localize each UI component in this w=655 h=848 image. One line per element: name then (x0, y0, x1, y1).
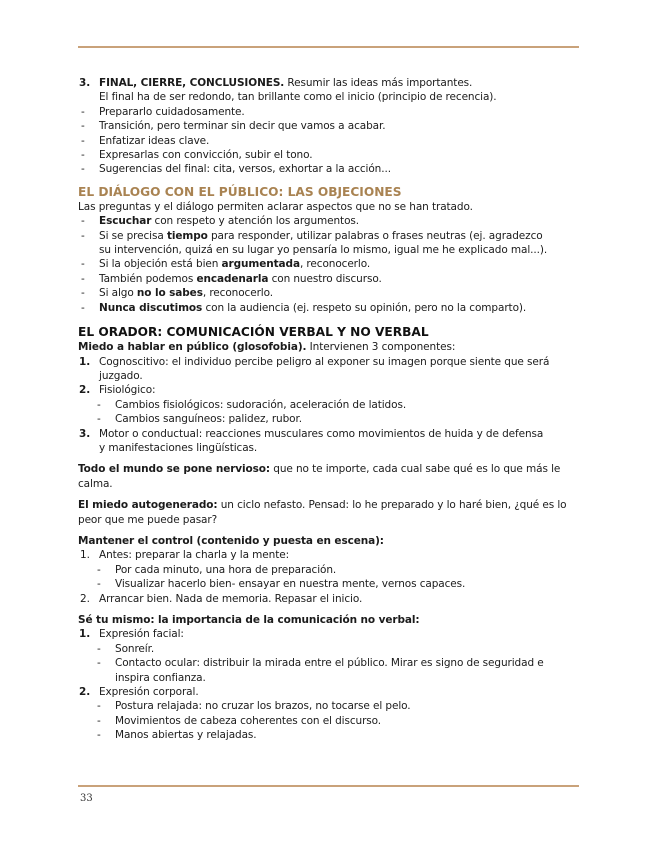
item-title: FINAL, CIERRE, CONCLUSIONES. (99, 77, 285, 89)
list-number: 1. (79, 628, 91, 641)
numbered-item: 3. Motor o conductual: reacciones musculares como movimientos de huida y de defensa (79, 427, 544, 440)
sub-list-item: - Cambios fisiológicos: sudoración, aceleración de latidos. (97, 398, 407, 411)
subheading-control: Mantener el control (contenido y puesta en escena): (78, 534, 384, 547)
list-item: - Si algo no lo sabes, reconocerlo. (81, 287, 273, 300)
paragraph: Las preguntas y el diálogo permiten aclarar aspectos que no se han tratado. (78, 200, 473, 213)
page-number: 33 (80, 793, 93, 804)
dash-marker: - (97, 398, 101, 411)
list-item: - Escuchar con respeto y atención los argumentos. (81, 215, 359, 228)
dash-marker: - (97, 657, 101, 670)
numbered-item: 1. Expresión facial: (79, 628, 184, 641)
list-number: 1. (79, 355, 91, 368)
list-item: - Nunca discutimos con la audiencia (ej. respeto su opinión, pero no la comparto). (81, 301, 527, 314)
numbered-item: 1. Cognoscitivo: el individuo percibe peligro al exponer su imagen porque siente que será (79, 355, 550, 368)
sub-list-item: - Contacto ocular: distribuir la mirada entre el público. Mirar es signo de seguridad e (97, 657, 544, 670)
numbered-item: 2. Expresión corporal. (79, 686, 199, 699)
dash-marker: - (81, 120, 85, 133)
subheading-no-verbal: Sé tu mismo: la importancia de la comunicación no verbal: (78, 614, 420, 626)
list-number: 1. (80, 549, 90, 562)
list-item: - Si la objeción está bien argumentada, reconocerlo. (81, 258, 371, 271)
section-heading-orador: EL ORADOR: COMUNICACIÓN VERBAL Y NO VERBAL (78, 325, 429, 340)
list-item-continuation: su intervención, quizá en su lugar yo pensaría lo mismo, igual me he explicado mal...). (99, 244, 548, 257)
list-number: 3. (79, 427, 91, 440)
numbered-item: 2. Fisiológico: (79, 384, 156, 397)
dash-marker: - (81, 163, 85, 176)
list-number: 2. (79, 384, 91, 397)
sub-list-item: - Cambios sanguíneos: palidez, rubor. (97, 413, 302, 426)
paragraph-nervioso: Todo el mundo se pone nervioso: que no te importe, cada cual sabe qué es lo que más le calma. (78, 463, 561, 490)
list-item: - Prepararlo cuidadosamente. (81, 105, 245, 118)
page-content (78, 76, 583, 743)
item-text: Resumir las ideas más importantes. (284, 77, 473, 89)
top-rule (78, 46, 579, 48)
paragraph: Miedo a hablar en público (glosofobia). Intervienen 3 componentes: (78, 341, 456, 354)
dash-marker: - (81, 134, 85, 147)
list-item-continuation: juzgado. (99, 369, 143, 382)
list-item-final (78, 76, 583, 90)
dash-marker: - (97, 413, 101, 426)
list-item: - Si se precisa tiempo para responder, utilizar palabras o frases neutras (ej. agradezco (81, 229, 543, 242)
dash-marker: - (81, 301, 85, 314)
dash-marker: - (81, 105, 85, 118)
dash-marker: - (97, 714, 101, 727)
list-item: - También podemos encadenarla con nuestro discurso. (81, 272, 382, 285)
list-item: - Sugerencias del final: cita, versos, exhortar a la acción... (81, 163, 391, 176)
dash-marker: - (81, 258, 85, 271)
dash-marker: - (97, 642, 101, 655)
dash-marker: - (81, 229, 85, 242)
numbered-item: 2. Arrancar bien. Nada de memoria. Repasar el inicio. (80, 592, 363, 605)
bottom-rule (78, 785, 579, 787)
list-item-continuation: El final ha de ser redondo, tan brillante como el inicio (principio de recencia). (99, 91, 497, 104)
dash-marker: - (97, 729, 101, 742)
sub-list-item: - Sonreír. (97, 642, 155, 655)
sub-list-item: - Por cada minuto, una hora de preparación. (97, 563, 337, 576)
dash-marker: - (81, 215, 85, 228)
dash-marker: - (81, 149, 85, 162)
list-number: 2. (79, 686, 91, 699)
dash-marker: - (97, 563, 101, 576)
dash-marker: - (97, 700, 101, 713)
list-item-continuation: y manifestaciones lingüísticas. (99, 441, 258, 454)
list-item: - Enfatizar ideas clave. (81, 134, 210, 147)
dash-marker: - (81, 287, 85, 300)
dash-marker: - (97, 578, 101, 591)
sub-list-item: - Movimientos de cabeza coherentes con el discurso. (97, 714, 382, 727)
list-number: 3. (79, 77, 91, 89)
sub-list-item: - Visualizar hacerlo bien- ensayar en nuestra mente, vernos capaces. (97, 578, 466, 591)
sub-list-item: - Manos abiertas y relajadas. (97, 729, 257, 742)
sub-list-item: - Postura relajada: no cruzar los brazos, no tocarse el pelo. (97, 700, 411, 713)
numbered-item: 1. Antes: preparar la charla y la mente: (80, 549, 290, 562)
section-heading-objeciones: EL DIÁLOGO CON EL PÚBLICO: LAS OBJECIONES (78, 184, 402, 199)
paragraph-miedo-autogenerado: El miedo autogenerado: un ciclo nefasto. Pensad: lo he preparado y lo haré bien, ¿qué es lo peor que me puede pasar? (78, 499, 567, 526)
dash-marker: - (81, 272, 85, 285)
list-item: - Expresarlas con convicción, subir el tono. (81, 149, 313, 162)
list-item: - Transición, pero terminar sin decir que vamos a acabar. (81, 120, 386, 133)
sub-list-continuation: inspira confianza. (115, 671, 206, 684)
list-number: 2. (80, 592, 90, 605)
